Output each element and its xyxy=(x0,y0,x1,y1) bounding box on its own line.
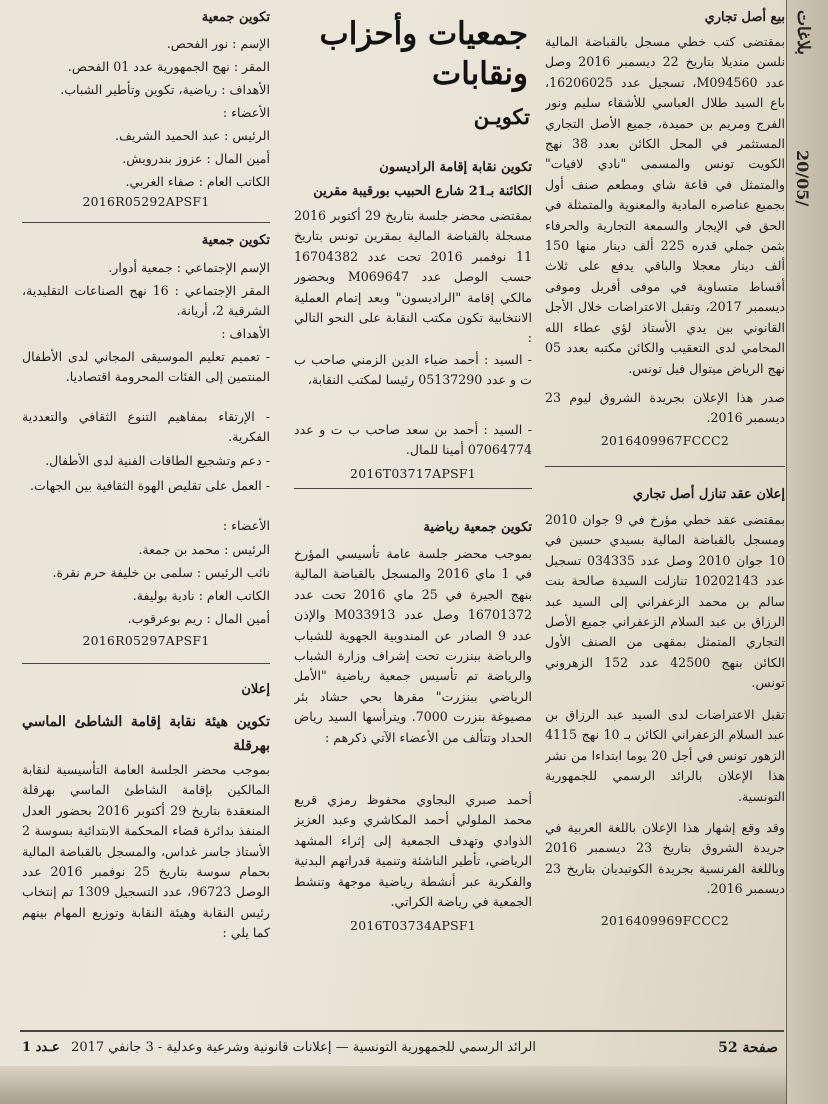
ad-body-diamond-beach: بموجب محضر الجلسة العامة التأسيسية لنقابة المالكين بإقامة الشاطئ الماسي بهرقلة المنعقدة بتاريخ 29 أكتوبر 2016 بحضور العدل المنفذ بدائرة قضاء المحكمة الابتدائية بسوسة 2 الأستاذ جاسر غداس، والمسجل بالقباضة المالية بحمام سوسة بتاريخ 25 نوفمبر 2016 عدد الوصل 96723، عدد التسجيل 1309 تم إنتخاب رئيس النقابة وهيئة النقابة وتوزيع المهام بينهم كما يلي : xyxy=(22,762,270,941)
ad-code-radisson: 2016T03717APSF1 xyxy=(350,466,476,481)
ad-line: أمين المال : عزوز بندرويش. xyxy=(122,151,270,166)
ad-subtitle-radisson: الكائنة بـ21 شارع الحبيب بورقيبة مقرين xyxy=(313,184,532,199)
footer-journal: الرائد الرسمي للجمهورية التونسية — إعلانات قانونية وشرعية وعدلية - 3 جانفي 2017 xyxy=(71,1040,536,1055)
margin-section-tab xyxy=(786,0,828,1104)
ad-code-sale: 2016409967FCCC2 xyxy=(600,433,730,448)
section-title xyxy=(300,14,528,94)
ad-line: الإسم : نور الفحص. xyxy=(166,36,270,51)
ad-body-sale: بمقتضى كتب خطي مسجل بالقباضة المالية نلسن منديلا بتاريخ 22 ديسمبر 2016 وصل عدد M094560، تسجيل عدد 16206025، باع السيد طلال العباسي للأشقاء سليم ونور الفرج ومريم بن حميدة، جميع الأصل التجاري المستثمر في المحل الكائن بعدد 38 نهج الكويت تونس والمسمى "نادي لافيات" والمتمثل في قاعة شاي ومطعم صنف أول بجميع عناصره المادية والمعنوية والمتمثلة في الحق في الإيجار والسمعة التجارية والحرفاء بثمن جملي قدره 225 ألف دينار منها 150 ألف دينار معجلا والباقي يدفع على ثلاث أقساط متساوية في موفى أفريل وموفى ديسمبر 2017، وتقبل الاعتراضات خلال الأجل القانوني بين يدي الأستاذ لؤي عطاء الله المحامي لدى التعقيب والكائن مكتبه بعدد 05 نهج الرياض ميتوال فيل تونس. xyxy=(545,34,785,376)
ad-line: - تعميم تعليم الموسيقى المجاني لدى الأطفال المنتمين إلى الفئات المحرومة اقتصاديا. xyxy=(22,349,270,385)
ad-line: الأعضاء : xyxy=(222,518,270,533)
divider xyxy=(545,466,785,467)
ad-line: الكاتب العام : نادية بوليفة. xyxy=(132,588,270,603)
ad-code-sports-assoc: 2016T03734APSF1 xyxy=(350,918,476,933)
ad-title-radisson: تكوين نقابة إقامة الراديسون xyxy=(379,160,532,175)
ad-line: الرئيس : محمد بن جمعة. xyxy=(138,542,270,557)
ad-body-transfer: بمقتضى عقد خطي مؤرخ في 9 جوان 2010 ومسجل بالقباضة المالية بسيدي حسين في 10 جوان 2010 وصل عدد 034335 تسجيل عدد 10202143 تنازلت السيدة صالحة بنت سالم بن محمد الزعفراني إلى السيد عبد الرزاق بن عبد السلام الزعفراني جميع الأصل التجاري المتمثل بمقهى من الصنف الأول الكائن بنهج 42500 عدد 152 الزهروني تونس. xyxy=(545,512,785,691)
ad-body-transfer-objections: تقبل الاعتراضات لدى السيد عبد الرزاق بن عبد السلام الزعفراني الكائن بـ 10 نهج 4115 الزهور تونس في أجل 20 يوما ابتداءا من نشر هذا الإعلان بالرائد الرسمي للجمهورية التونسية. xyxy=(545,707,785,804)
ad-code-association-2: 2016R05297APSF1 xyxy=(82,633,210,648)
ad-line: أمين المال : ريم بوعرقوب. xyxy=(127,611,270,626)
ad-line: الإسم الإجتماعي : جمعية أدوار. xyxy=(108,260,270,275)
section-title-line1: جمعيات وأحزاب xyxy=(319,16,528,52)
divider xyxy=(22,663,270,664)
ad-line: المقر : نهج الجمهورية عدد 01 الفحص. xyxy=(67,59,270,74)
ad-line: الأعضاء : xyxy=(222,105,270,120)
section-title-line2: ونقابات xyxy=(432,56,528,92)
ad-code-transfer: 2016409969FCCC2 xyxy=(600,913,730,928)
ad-member-president: - السيد : أحمد ضياء الدين الزمني صاحب ب ت و عدد 05137290 رئيسا لمكتب النقابة، xyxy=(294,352,532,388)
ad-title-diamond-beach: تكوين هيئة نقابة إقامة الشاطئ الماسي بهرقلة xyxy=(22,714,270,754)
ad-line: المقر الإجتماعي : 16 نهج الصناعات التقليدية، الشرقية 2، أريانة. xyxy=(22,283,270,319)
page-bottom-shadow xyxy=(0,1066,786,1104)
margin-tab-date: 20/05/ xyxy=(793,150,812,207)
footer-page-number: صفحة 52 xyxy=(718,1040,778,1056)
ad-header-notice: إعلان xyxy=(241,682,270,697)
margin-tab-label: بلاغات xyxy=(793,10,813,55)
footer-issue: عـدد 1 xyxy=(22,1040,60,1055)
ad-line: نائب الرئيس : سلمى بن خليفة حرم نقرة. xyxy=(52,565,270,580)
ad-member-treasurer: - السيد : أحمد بن سعد صاحب ب ت و عدد 07064774 أمينا للمال. xyxy=(294,422,532,458)
divider xyxy=(22,222,270,223)
ad-line: الرئيس : عبد الحميد الشريف. xyxy=(114,128,270,143)
ad-line: الأهداف : رياضية، تكوين وتأطير الشباب. xyxy=(60,82,270,97)
page-footer xyxy=(0,1032,786,1066)
ad-title-sports-assoc: تكوين جمعية رياضية xyxy=(423,520,532,535)
ad-body-transfer-publication: وقد وقع إشهار هذا الإعلان باللغة العربية في جريدة الشروق بتاريخ 23 ديسمبر 2016 وباللغة الفرنسية بجريدة الكوتيديان بتاريخ 23 ديسمبر 2016. xyxy=(545,820,785,897)
ad-body-sports-members: أحمد صبري البجاوي محفوظ رمزي قريع محمد الملولي أحمد المكاشري وعبد العزيز الذوادي وتهدف الجمعية إلى إثراء المشهد الرياضي، تأطير الناشئة وتنمية قدراتهم البدنية والفكرية عبر أنشطة رياضية موجهة وتنشط الجمعية في رياضة الكراتي. xyxy=(294,792,532,910)
ad-title-association-2: تكوين جمعية xyxy=(201,233,270,248)
ad-line: الكاتب العام : صفاء الغربي. xyxy=(125,174,270,189)
ad-line: - الإرتقاء بمفاهيم التنوع الثقافي والتعددية الفكرية. xyxy=(22,409,270,445)
ad-code-association-1: 2016R05292APSF1 xyxy=(82,194,210,209)
ad-line: الأهداف : xyxy=(221,326,270,341)
ad-line: - العمل على تقليص الهوة الثقافية بين الجهات. xyxy=(30,478,270,493)
section-subtitle: تكويـن xyxy=(473,104,530,129)
ad-title-sale: بيع أصل تجاري xyxy=(704,10,785,25)
divider xyxy=(294,488,532,489)
ad-title-association-1: تكوين جمعية xyxy=(201,10,270,25)
ad-title-transfer: إعلان عقد تنازل أصل تجاري xyxy=(632,487,785,502)
ad-body-sports-assoc: بموجب محضر جلسة عامة تأسيسي المؤرخ في 1 ماي 2016 والمسجل بالقباضة المالية بنهج الجيرة في 25 ماي 2016 تحت عدد 16701372 وصل عدد M033913 والإذن عدد 9 الصادر عن المندوبية الجهوية للشباب والرياضة ببنزرت تحت إشراف وزارة الشباب والرياضة تم تأسيس جمعية رياضية "الأمل الرياضي ببنزرت" مقرها بحي حشاد بئر مصيوغة بنزرت 7000. ويترأسها السيد رياض الحداد وتتألف من الأعضاء الآتي ذكرهم : xyxy=(294,546,532,745)
ad-line: - دعم وتشجيع الطاقات الفنية لدى الأطفال. xyxy=(45,453,270,468)
ad-body-radisson: بمقتضى محضر جلسة بتاريخ 29 أكتوبر 2016 مسجلة بالقباضة المالية بمقرين تونس بتاريخ 11 نوفمبر 2016 تحت عدد 16704382 حسب الوصل عدد M069647 وبحضور مالكي إقامة "الراديسون" وبعد إتمام العملية الانتخابية تكون مكتب النقابة على النحو التالي : xyxy=(294,208,532,346)
ad-body-sale-publication: صدر هذا الإعلان بجريدة الشروق ليوم 23 ديسمبر 2016. xyxy=(545,390,785,426)
